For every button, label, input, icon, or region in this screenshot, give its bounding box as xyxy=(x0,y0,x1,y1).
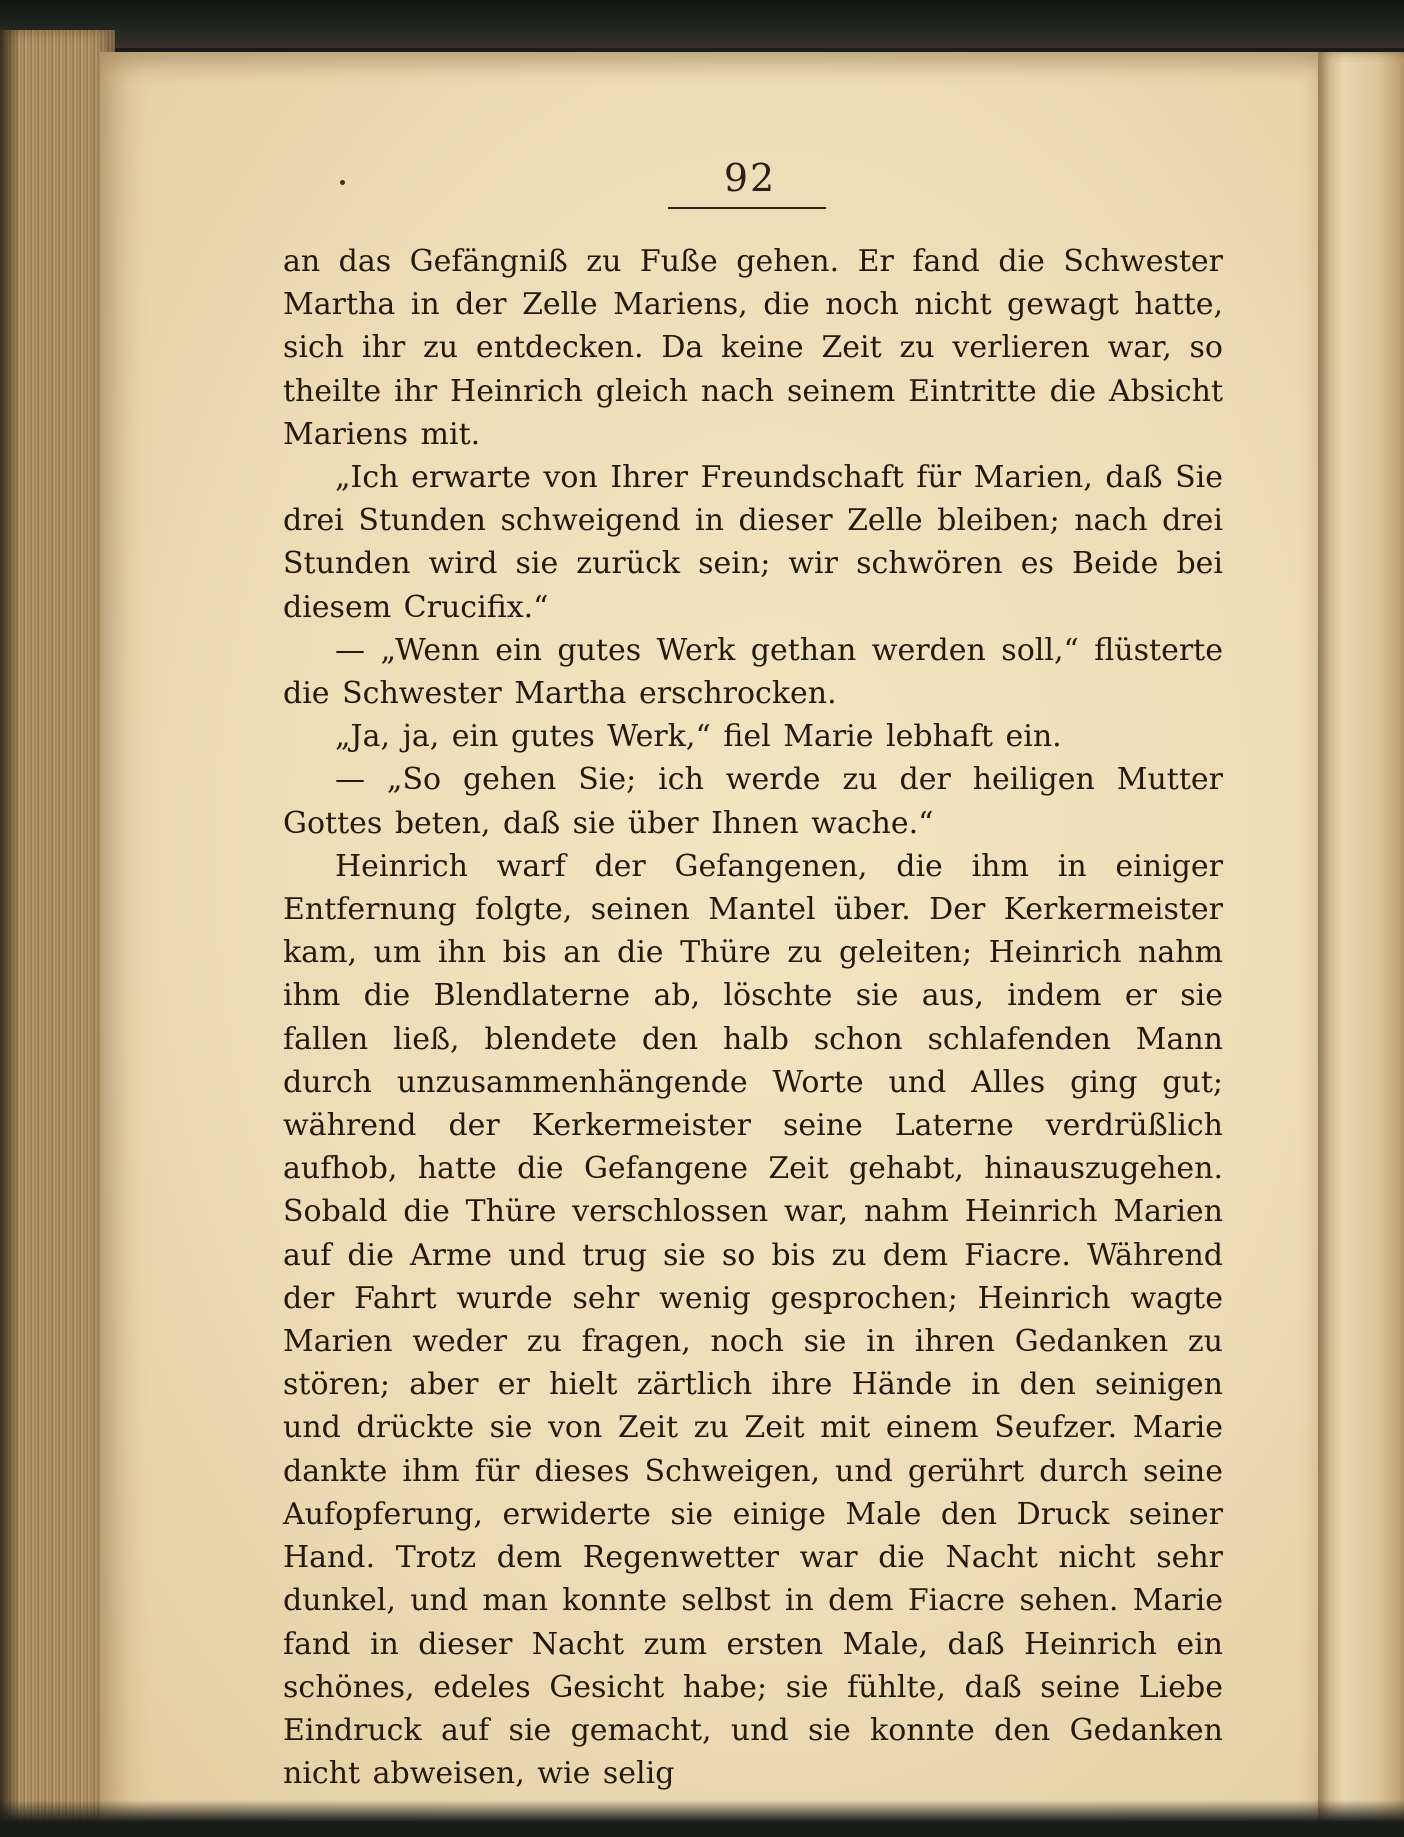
paragraph-dialogue: „Ich erwarte von Ihrer Freundschaft für Marien, daß Sie drei Stunden schweigend in dieser Zelle bleiben; nach drei Stunden wird sie zurück sein; wir schwören es Beide bei diesem Crucifix.“ xyxy=(283,460,1223,625)
paragraph-dialogue: — „Wenn ein gutes Werk gethan werden soll,“ flüsterte die Schwester Martha erschrocken. xyxy=(283,632,1223,712)
ink-dot xyxy=(340,180,345,185)
paragraph-dialogue: „Ja, ja, ein gutes Werk,“ fiel Marie lebhaft ein. xyxy=(335,719,1062,755)
paragraph-continuation: an das Gefängniß zu Fuße gehen. Er fand die Schwester Martha in der Zelle Mariens, die noch nicht gewagt hatte, sich ihr zu entdecken. Da keine Zeit zu verlieren war, so theilte ihr Heinrich gleich nach seinem Eintritte die Absicht Mariens mit. xyxy=(283,244,1223,452)
body-text xyxy=(283,240,1223,1795)
page-header xyxy=(0,152,1404,212)
stack-shadow xyxy=(0,30,20,1837)
scanner-board-bottom xyxy=(0,1800,1404,1837)
paragraph-dialogue: — „So gehen Sie; ich werde zu der heiligen Mutter Gottes beten, daß sie über Ihnen wache.“ xyxy=(283,762,1223,841)
scanner-board-top xyxy=(0,0,1404,48)
facing-page-edge xyxy=(1318,52,1404,1837)
paragraph-narrative: Heinrich warf der Gefangenen, die ihm in einiger Entfernung folgte, seinen Mantel über. Der Kerkermeister kam, um ihn bis an die Thüre zu geleiten; Heinrich nahm ihm die Blendlaterne ab, löschte sie aus, indem er sie fallen ließ, blendete den halb schon schlafenden Mann durch unzusammenhängende Worte und Alles ging gut; während der Kerkermeister seine Laterne verdrüßlich aufhob, hatte die Gefangene Zeit gehabt, hinauszugehen. Sobald die Thüre verschlossen war, nahm Heinrich Marien auf die Arme und trug sie so bis zu dem Fiacre. Während der Fahrt wurde sehr wenig gesprochen; Heinrich wagte Marien weder zu fragen, noch sie in ihren Gedanken zu stören; aber er hielt zärtlich ihre Hände in den seinigen und drückte sie von Zeit zu Zeit mit einem Seufzer. Marie dankte ihm für dieses Schweigen, und gerührt durch seine Aufopferung, erwiderte sie einige Male den Druck seiner Hand. Trotz dem Regenwetter war die Nacht nicht sehr dunkel, und man konnte selbst in dem Fiacre sehen. Marie fand in dieser Nacht zum ersten Male, daß Heinrich ein schönes, edeles Gesicht habe; sie fühlte, daß seine Liebe Eindruck auf sie gemacht, und sie konnte den Gedanken nicht abweisen, wie selig xyxy=(283,848,1223,1792)
page-number: 92 xyxy=(723,156,777,200)
header-rule xyxy=(668,207,826,209)
